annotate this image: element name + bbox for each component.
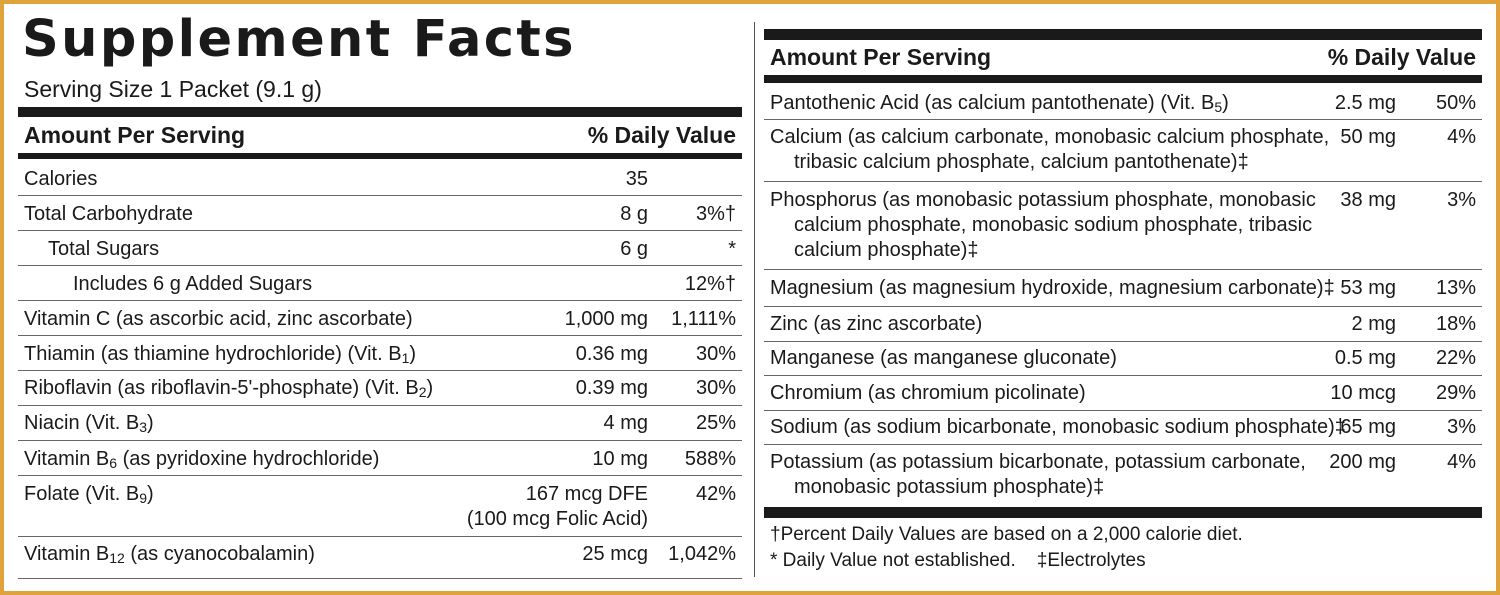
serving-size: Serving Size 1 Packet (9.1 g) <box>24 76 322 102</box>
row-divider <box>764 181 1482 182</box>
row-divider <box>764 306 1482 307</box>
thick-rule <box>764 507 1482 518</box>
row-divider <box>764 410 1482 411</box>
row-divider <box>18 405 742 406</box>
row-divider <box>764 119 1482 120</box>
footnote-not-established: * Daily Value not established. ‡Electrolytes <box>770 550 1146 571</box>
row-divider <box>18 440 742 441</box>
amount-per-serving-heading: Amount Per Serving <box>24 122 246 148</box>
right-panel: Amount Per Serving % Daily Value Pantothenic Acid (as calcium pantothenate) (Vit. $B_5$) 2.5 mg 50% Calcium (as calcium carbonate, monobasic calcium phosphate, tribasic calcium phosphate, calcium pantothenate)‡ 50 mg 4% Phosphorus (as monobasic potassium phosphate, monobasic calcium phosphate, monobasic sodium phosphate, tribasic calcium phosphate)‡ 38 mg 3% Magnesium (as magnesium hydroxide, magnesium carbonate)‡ 53 mg 13% Zinc (as zinc ascorbate) 2 mg 18% Manganese (as manganese gluconate) 0.5 mg 22% Chromium (as chromium picolinate) 10 mcg 29% Sodium (as sodium bicarbonate, monobasic sodium phosphate)‡ 65 mg 3% Potassium (as potassium bicarbonate, potassium carbonate, monobasic potassium phosphate)‡ 200 mg 4% †Percent Daily Values are based on a 2,000 calorie diet. * Daily Value not established. ‡Electrolytes <box>764 4 1482 591</box>
row-divider <box>18 265 742 266</box>
medium-rule <box>764 75 1482 83</box>
thick-rule <box>764 29 1482 40</box>
row-divider <box>18 300 742 301</box>
row-divider <box>18 195 742 196</box>
row-divider <box>764 341 1482 342</box>
row-divider <box>18 230 742 231</box>
row-divider <box>18 370 742 371</box>
label-title: Supplement Facts <box>22 10 576 69</box>
footnote-daily-values: †Percent Daily Values are based on a 2,000 calorie diet. <box>770 524 1243 545</box>
medium-rule <box>18 153 742 159</box>
row-divider <box>18 335 742 336</box>
row-divider <box>18 578 742 579</box>
row-divider <box>764 444 1482 445</box>
panel-divider <box>754 22 755 577</box>
row-divider <box>764 375 1482 376</box>
amount-per-serving-heading: Amount Per Serving <box>770 44 992 70</box>
left-panel: Supplement Facts Serving Size 1 Packet (9.1 g) Amount Per Serving % Daily Value Calories 35 Total Carbohydrate 8 g 3%† Total Sugars 6 g * Includes 6 g Added Sugars 12%† Vitamin C (as ascorbic acid, zinc ascorbate) 1,000 mg 1,111% Thiamin (as thiamine hydrochloride) (Vit. $B_1$) 0.36 mg 30% Riboflavin (as riboflavin-5'-phosphate) (Vit. $B_2$) 0.39 mg 30% Niacin (Vit. $B_3$) 4 mg 25% Vitamin $B_6$ (as pyridoxine hydrochloride) 10 mg 588% Folate (Vit. $B_9$) 167 mcg DFE (100 mcg Folic Acid) 42% Vitamin $B_{12}$ (as cyanocobalamin) 25 mcg 1,042% <box>18 4 742 591</box>
daily-value-heading: % Daily Value <box>587 122 736 148</box>
row-divider <box>18 475 742 476</box>
row-divider <box>764 269 1482 270</box>
row-divider <box>18 536 742 537</box>
thick-rule <box>18 107 742 117</box>
daily-value-heading: % Daily Value <box>1327 44 1476 70</box>
